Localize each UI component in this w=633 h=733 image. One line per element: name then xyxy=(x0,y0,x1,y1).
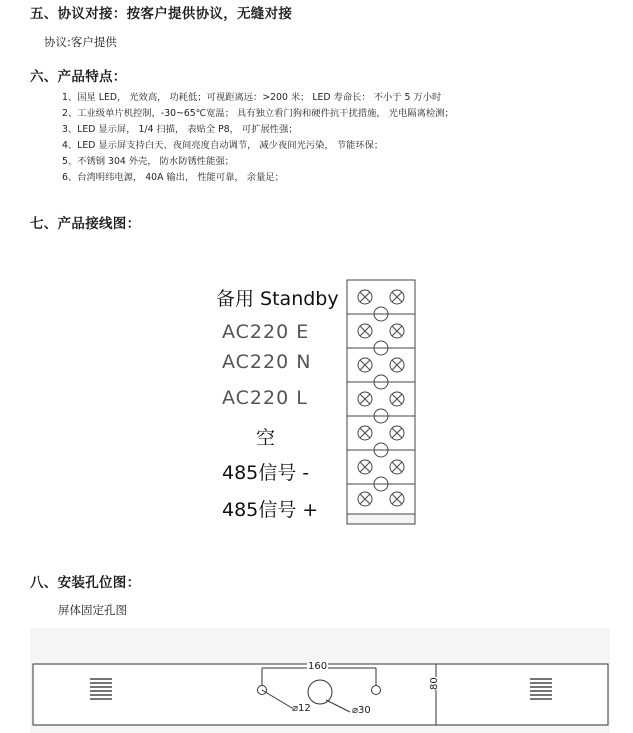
dimension-width-label: 160 xyxy=(308,661,328,672)
mounting-drawing xyxy=(0,628,633,733)
feature-item: 5、不锈钢 304 外壳， 防水防锈性能强； xyxy=(62,156,234,167)
feature-item: 2、工业级单片机控制，-30~65℃宽温； 具有独立看门狗和硬件抗干扰措施， 光电隔离检测； xyxy=(62,108,454,119)
wiring-label-485-pos: 485信号 + xyxy=(222,499,319,521)
feature-item: 3、LED 显示屏， 1/4 扫描， 表贴全 P8， 可扩展性强； xyxy=(62,124,298,135)
feature-item: 4、LED 显示屏支持白天、夜间亮度自动调节， 减少夜间光污染， 节能环保； xyxy=(62,140,384,151)
mounting-subtitle: 屏体固定孔图 xyxy=(58,603,127,617)
terminal-block-base xyxy=(347,514,415,524)
wiring-label-ac-l: AC220 L xyxy=(222,387,308,409)
dimension-height-label: 80 xyxy=(429,677,440,690)
wiring-label-485-neg: 485信号 - xyxy=(222,462,310,484)
mounting-heading: 八、安装孔位图： xyxy=(30,575,141,591)
wiring-label-standby: 备用 Standby xyxy=(216,288,339,310)
feature-item: 6、台湾明纬电源， 40A 输出， 性能可靠， 余量足； xyxy=(62,172,284,183)
wiring-heading: 七、产品接线图： xyxy=(30,216,141,232)
wiring-label-empty: 空 xyxy=(256,427,276,449)
features-list xyxy=(62,90,454,186)
protocol-heading: 五、协议对接：按客户提供协议，无缝对接 xyxy=(30,6,293,22)
wiring-label-ac-e: AC220 E xyxy=(222,321,310,343)
protocol-text: 协议:客户提供 xyxy=(44,35,117,49)
terminal-block xyxy=(345,278,417,526)
features-heading: 六、产品特点： xyxy=(30,69,127,85)
hole-large-label: ⌀30 xyxy=(352,705,371,716)
feature-item: 1、国星 LED， 光效高， 功耗低；可视距离远：>200 米； LED 寿命长： 不小于 5 万小时 xyxy=(62,92,442,103)
panel-outline xyxy=(33,664,608,725)
hole-small-label: ⌀12 xyxy=(292,703,311,714)
wiring-label-ac-n: AC220 N xyxy=(222,351,312,373)
